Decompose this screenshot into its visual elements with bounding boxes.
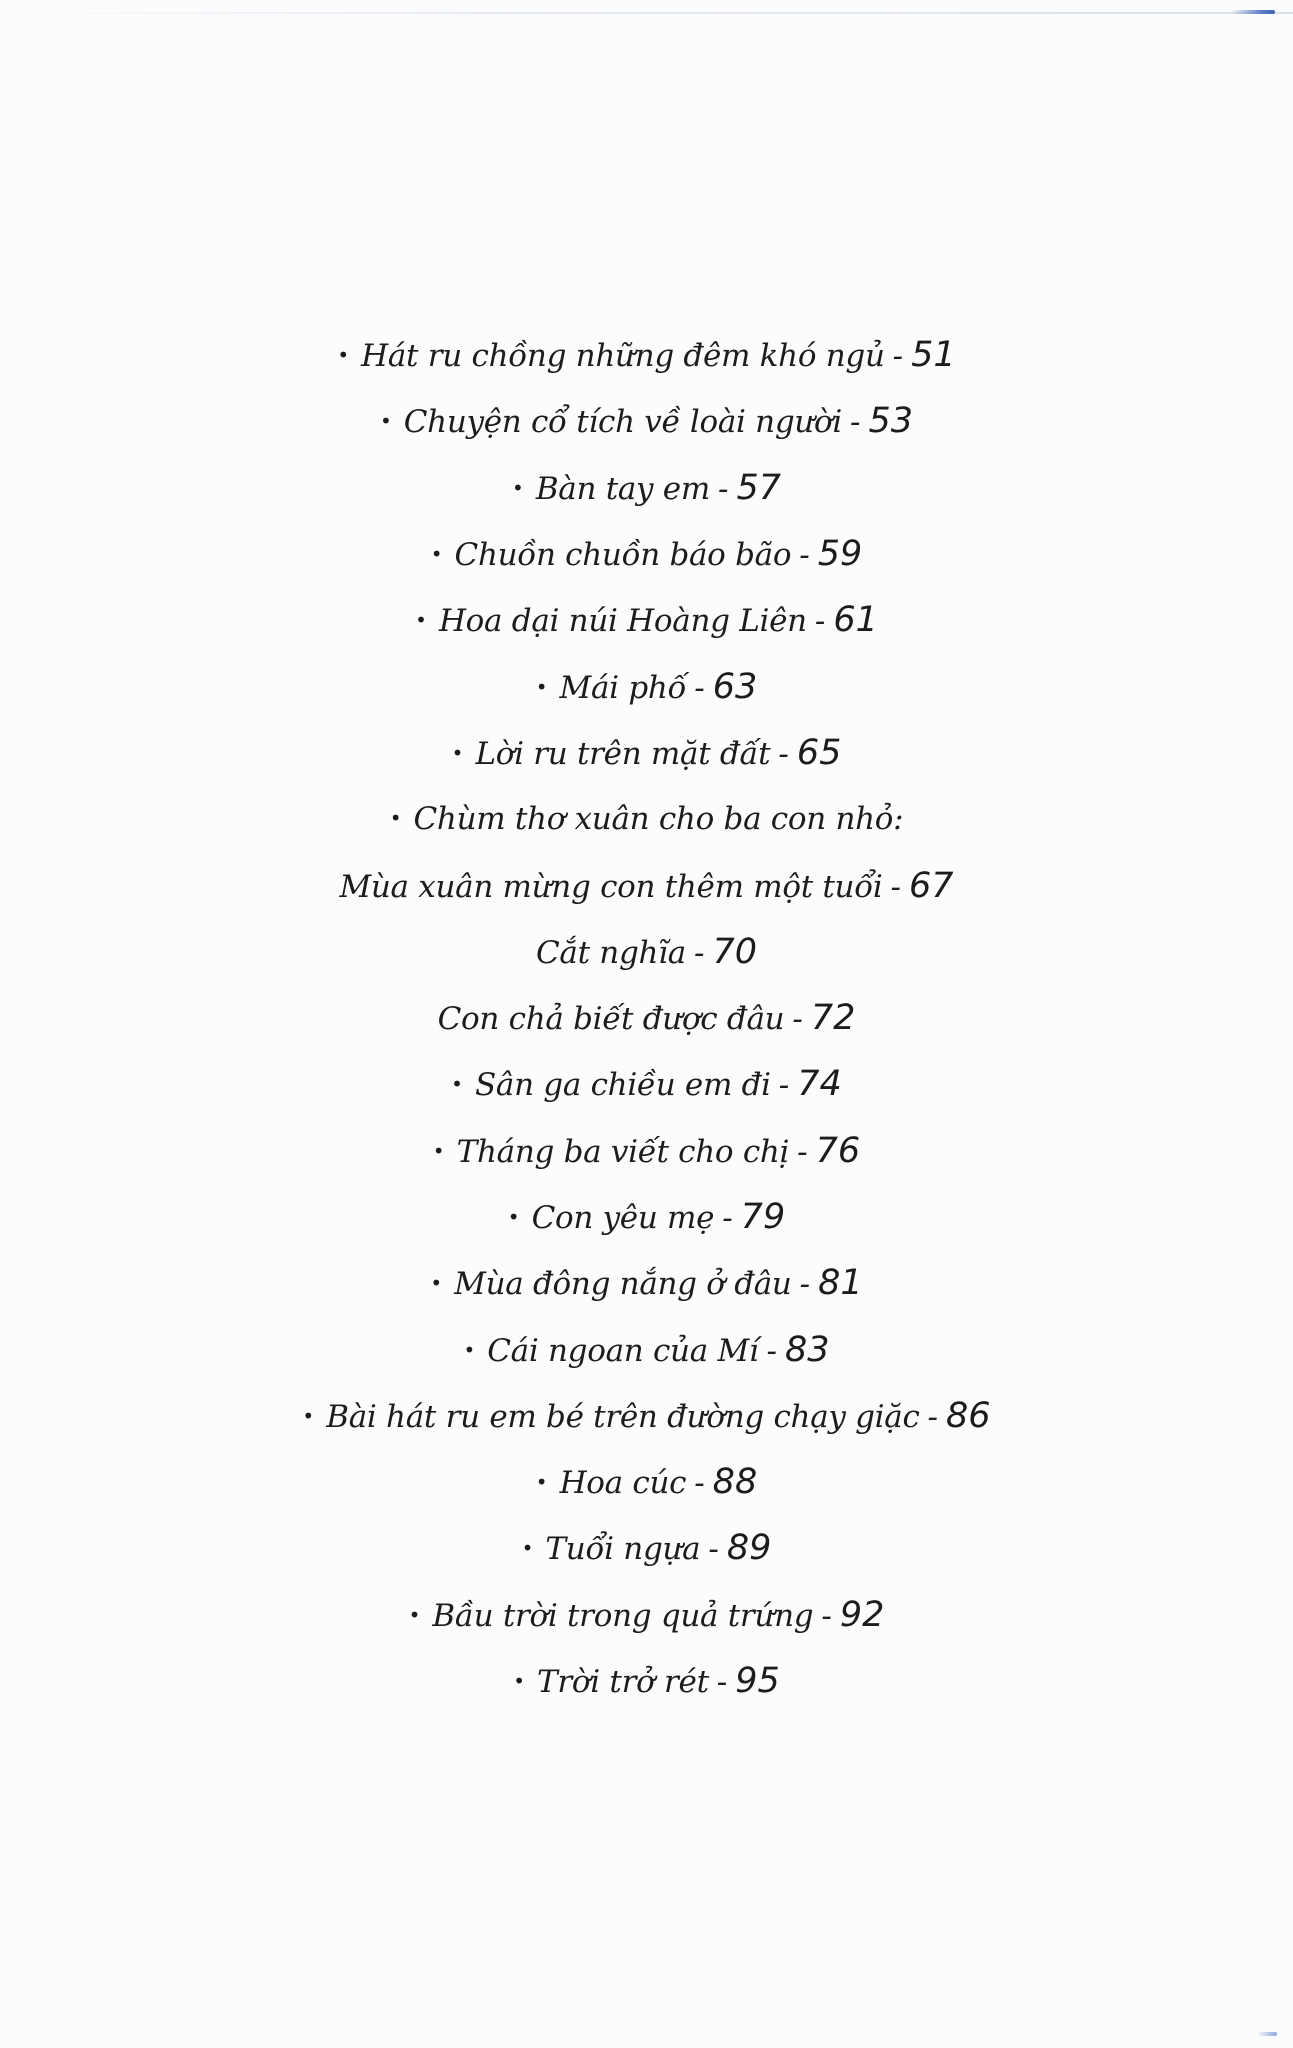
toc-entry-separator: - <box>708 1531 719 1568</box>
toc-entry-separator: - <box>766 1332 777 1369</box>
toc-entry-separator: - <box>792 1001 803 1038</box>
toc-entry-content <box>380 401 913 441</box>
toc-entry <box>0 1250 1293 1316</box>
toc-entry-page-number: 74 <box>797 1064 842 1105</box>
bullet-icon: • <box>463 1337 476 1362</box>
toc-entry-page-number: 89 <box>726 1528 772 1569</box>
toc-entry-page-number: 70 <box>712 931 757 972</box>
toc-entry-title: Hoa cúc <box>559 1465 687 1502</box>
bullet-icon: • <box>451 740 464 765</box>
toc-entry-separator: - <box>890 868 901 905</box>
toc-entry <box>0 1118 1293 1184</box>
toc-entry-title: Chuồn chuồn báo bão <box>454 537 792 574</box>
toc-entry-title: Trời trở rét <box>537 1664 709 1701</box>
bullet-icon: • <box>430 1271 443 1296</box>
toc-entry-page-number: 67 <box>909 865 954 906</box>
toc-entry <box>0 388 1293 454</box>
toc-entry <box>0 852 1293 918</box>
toc-entry <box>0 1449 1293 1515</box>
toc-entry-page-number: 51 <box>911 335 956 376</box>
toc-entry <box>0 720 1293 786</box>
toc-entry-title: Hát ru chồng những đêm khó ngủ <box>361 338 885 375</box>
toc-entry-title: Tuổi ngựa <box>545 1531 701 1568</box>
toc-entry-separator: - <box>722 1200 733 1236</box>
toc-entry-page-number: 88 <box>712 1462 758 1503</box>
toc-entry-separator: - <box>693 934 705 971</box>
toc-entry-title: Cắt nghĩa <box>535 934 686 971</box>
toc-entry-separator: - <box>717 470 729 507</box>
toc-entry-content <box>451 1064 842 1104</box>
toc-entry <box>0 1383 1293 1449</box>
bullet-icon: • <box>513 1669 525 1694</box>
toc-entry-title: Mùa xuân mừng con thêm một tuổi <box>339 868 883 905</box>
toc-entry-separator: - <box>799 537 810 574</box>
toc-entry-content <box>415 600 878 640</box>
bullet-icon: • <box>432 1138 445 1163</box>
toc-entry-page-number: 76 <box>815 1130 861 1171</box>
bullet-icon: • <box>451 1072 463 1097</box>
toc-entry-title: Bầu trời trong quả trứng <box>432 1597 814 1634</box>
toc-entry-page-number: 59 <box>817 534 863 575</box>
toc-entry-separator: - <box>778 735 789 772</box>
toc-entry-separator: - <box>694 669 705 706</box>
toc-entry-page-number: 61 <box>833 600 878 641</box>
toc-entry-content <box>522 1528 772 1568</box>
toc-entry-content <box>536 667 758 707</box>
toc-entry-content <box>536 932 757 972</box>
toc-entry-separator: - <box>814 603 826 640</box>
toc-entry-title: Tháng ba viết cho chị <box>456 1133 790 1170</box>
bullet-icon: • <box>302 1403 315 1428</box>
toc-entry-content <box>339 866 953 906</box>
toc-entry <box>0 653 1293 719</box>
toc-entry-page-number: 63 <box>712 666 758 707</box>
toc-entry <box>0 1582 1293 1648</box>
toc-entry-separator: - <box>892 338 904 375</box>
toc-entry-content <box>337 335 955 375</box>
toc-entry-title: Mái phố <box>559 669 687 706</box>
bullet-icon: • <box>389 806 402 831</box>
toc-entry-content <box>512 468 781 508</box>
toc-entry-page-number: 79 <box>740 1197 786 1237</box>
scan-corner-mark-bottom <box>1257 2032 1277 2036</box>
bullet-icon: • <box>507 1205 520 1229</box>
scan-corner-mark-top <box>1231 10 1275 14</box>
toc-entry-separator: - <box>821 1597 832 1634</box>
toc-entry-page-number: 65 <box>796 732 842 773</box>
toc-entry-separator: - <box>927 1398 939 1435</box>
toc-entry <box>0 1051 1293 1117</box>
bullet-icon: • <box>535 1470 548 1495</box>
bullet-icon: • <box>415 608 427 633</box>
toc-entry-title: Mùa đông nắng ở đâu <box>454 1266 792 1303</box>
toc-entry-page-number: 53 <box>868 401 914 442</box>
bullet-icon: • <box>430 542 443 567</box>
toc-entry <box>0 1316 1293 1382</box>
toc-entry <box>0 985 1293 1051</box>
bullet-icon: • <box>379 409 392 434</box>
toc-entry-title: Bàn tay em <box>535 470 710 507</box>
toc-entry-separator: - <box>797 1133 808 1170</box>
toc-entry <box>0 455 1293 521</box>
toc-entry <box>0 1184 1293 1250</box>
toc-entry <box>0 587 1293 653</box>
table-of-contents <box>0 322 1293 1714</box>
toc-entry-title: Lời ru trên mặt đất <box>475 735 771 772</box>
toc-entry-title: Chuyện cổ tích về loài người <box>403 404 843 441</box>
toc-entry-title: Sân ga chiều em đi <box>474 1067 771 1104</box>
toc-entry-separator: - <box>694 1465 705 1502</box>
toc-entry-content <box>508 1197 785 1237</box>
toc-entry-page-number: 95 <box>735 1661 780 1702</box>
toc-entry-page-number: 57 <box>736 467 781 508</box>
toc-entry-content <box>513 1661 780 1701</box>
toc-entry-title: Cái ngoan của Mí <box>487 1332 759 1369</box>
toc-entry-title: Chùm thơ xuân cho ba con nhỏ: <box>413 801 904 838</box>
toc-entry-page-number: 92 <box>839 1594 885 1635</box>
toc-entry <box>0 1648 1293 1714</box>
toc-entry-title: Con yêu mẹ <box>531 1200 715 1236</box>
bullet-icon: • <box>535 674 548 699</box>
toc-entry-title: Con chả biết được đâu <box>437 1001 785 1038</box>
toc-entry-separator: - <box>716 1664 728 1701</box>
toc-entry-content <box>302 1396 990 1436</box>
toc-entry-content <box>430 1263 862 1303</box>
toc-entry-page-number: 72 <box>810 998 856 1039</box>
bullet-icon: • <box>337 343 350 368</box>
toc-entry <box>0 1515 1293 1581</box>
toc-entry-content <box>431 534 862 574</box>
toc-entry-page-number: 86 <box>946 1395 991 1436</box>
bullet-icon: • <box>408 1602 421 1627</box>
toc-entry-content <box>409 1595 885 1635</box>
page-edge-top <box>0 12 1293 14</box>
toc-entry-title: Hoa dại núi Hoàng Liên <box>438 603 807 640</box>
toc-entry-separator: - <box>850 404 861 441</box>
toc-entry-content <box>463 1330 829 1370</box>
toc-entry-content <box>536 1462 757 1502</box>
toc-entry-content <box>452 733 842 773</box>
toc-entry <box>0 322 1293 388</box>
bullet-icon: • <box>521 1536 534 1561</box>
toc-entry-page-number: 81 <box>818 1263 863 1304</box>
toc-entry-separator: - <box>778 1067 790 1104</box>
toc-entry-content <box>438 998 856 1038</box>
toc-entry-title: Bài hát ru em bé trên đường chạy giặc <box>326 1398 920 1435</box>
bullet-icon: • <box>512 475 524 500</box>
toc-entry-content <box>433 1131 860 1171</box>
toc-entry-content <box>390 801 904 837</box>
toc-entry <box>0 521 1293 587</box>
toc-entry-page-number: 83 <box>785 1329 830 1370</box>
toc-entry <box>0 786 1293 852</box>
toc-entry-separator: - <box>799 1266 811 1303</box>
toc-entry <box>0 919 1293 985</box>
